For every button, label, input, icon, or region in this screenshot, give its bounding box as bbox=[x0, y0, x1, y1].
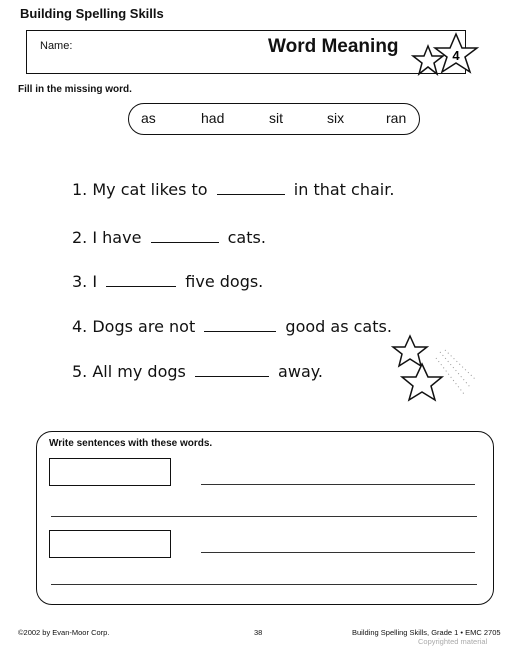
lesson-number: 4 bbox=[452, 48, 460, 63]
copyright: ©2002 by Evan-Moor Corp. bbox=[18, 628, 110, 637]
sentence-before: Dogs are not bbox=[92, 317, 196, 336]
word-bank-item: six bbox=[327, 110, 345, 126]
sentence-number: 1. bbox=[72, 180, 88, 199]
sentence-before: I bbox=[92, 272, 98, 291]
page-title: Word Meaning bbox=[268, 36, 399, 57]
writing-line[interactable] bbox=[201, 552, 475, 553]
answer-blank[interactable] bbox=[195, 364, 269, 377]
word-bank-item: had bbox=[201, 110, 225, 126]
word-bank-item: ran bbox=[386, 110, 407, 126]
watermark: Copyrighted material bbox=[418, 637, 488, 646]
writing-line[interactable] bbox=[51, 584, 477, 585]
sentence-after: in that chair. bbox=[293, 180, 395, 199]
answer-blank[interactable] bbox=[204, 319, 276, 332]
sentence-after: good as cats. bbox=[285, 317, 392, 336]
word-box bbox=[49, 530, 171, 558]
sentence-before: My cat likes to bbox=[92, 180, 208, 199]
write-instruction: Write sentences with these words. bbox=[49, 438, 213, 449]
sentence-before: I have bbox=[92, 228, 142, 247]
sentence-2 bbox=[72, 228, 266, 247]
sentence-number: 3. bbox=[72, 272, 88, 291]
sentence-after: away. bbox=[278, 362, 324, 381]
name-label: Name: bbox=[40, 40, 73, 52]
answer-blank[interactable] bbox=[217, 182, 285, 195]
lesson-stars-icon bbox=[410, 30, 490, 85]
sentence-5 bbox=[72, 362, 323, 381]
sentence-4 bbox=[72, 317, 392, 336]
word-bank-item: as bbox=[141, 110, 156, 126]
book-info: Building Spelling Skills, Grade 1 • EMC 2705 bbox=[352, 628, 501, 637]
sentence-before: All my dogs bbox=[92, 362, 186, 381]
answer-blank[interactable] bbox=[151, 230, 219, 243]
sentence-number: 4. bbox=[72, 317, 88, 336]
fill-instruction: Fill in the missing word. bbox=[18, 84, 132, 95]
name-title-box bbox=[26, 30, 466, 74]
decorative-stars-icon bbox=[390, 332, 480, 412]
sentence-number: 5. bbox=[72, 362, 88, 381]
sentence-3 bbox=[72, 272, 263, 291]
word-bank-item: sit bbox=[269, 110, 283, 126]
sentence-1 bbox=[72, 180, 394, 199]
write-sentences-box bbox=[36, 431, 494, 605]
word-box bbox=[49, 458, 171, 486]
writing-line[interactable] bbox=[51, 516, 477, 517]
series-title: Building Spelling Skills bbox=[20, 6, 164, 21]
sentence-number: 2. bbox=[72, 228, 88, 247]
answer-blank[interactable] bbox=[106, 274, 176, 287]
word-bank bbox=[128, 103, 420, 135]
sentence-after: cats. bbox=[227, 228, 266, 247]
sentence-after: five dogs. bbox=[185, 272, 264, 291]
writing-line[interactable] bbox=[201, 484, 475, 485]
page-number: 38 bbox=[254, 628, 263, 637]
